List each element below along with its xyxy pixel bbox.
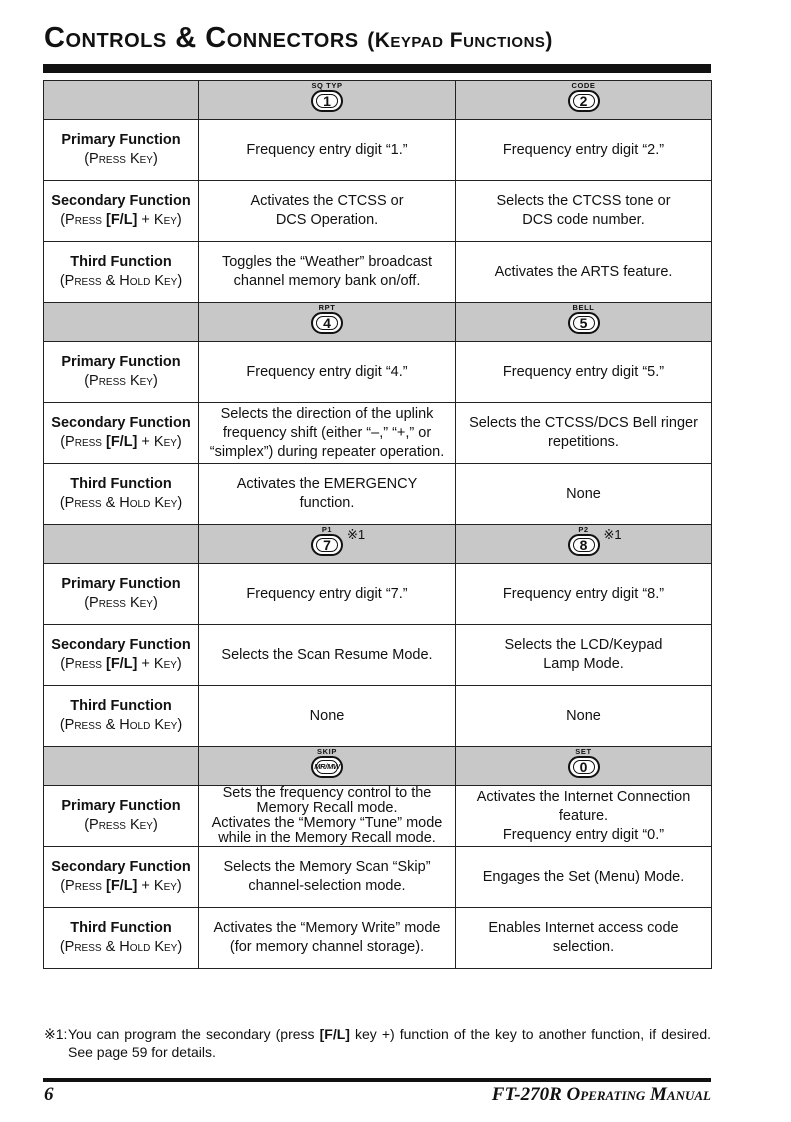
key-header-cell xyxy=(456,81,712,120)
function-description xyxy=(456,403,712,464)
label-subtitle: (Press Key) xyxy=(84,817,158,833)
key-secondary-label: RPT xyxy=(318,303,336,312)
description-line: “simplex”) during repeater operation. xyxy=(209,443,445,460)
function-description xyxy=(456,847,712,908)
primary-function-row xyxy=(44,786,712,847)
secondary-function-label xyxy=(44,625,199,686)
key-cap xyxy=(311,534,343,556)
label-sub-pre: (Press xyxy=(60,878,102,894)
label-title: Secondary Function xyxy=(51,193,191,209)
key-header-row xyxy=(44,81,712,120)
function-description xyxy=(199,686,456,747)
description-line: feature. xyxy=(558,807,609,824)
key-secondary-label: SQ TYP xyxy=(311,81,343,90)
label-title: Primary Function xyxy=(61,798,181,814)
description-line: Frequency entry digit “2.” xyxy=(502,141,665,158)
description-line: Activates the EMERGENCY xyxy=(236,476,418,492)
page-title xyxy=(44,22,553,55)
key-button xyxy=(311,525,366,562)
function-description xyxy=(456,342,712,403)
description-line: channel-selection mode. xyxy=(248,878,406,894)
key-cap-label: 4 xyxy=(316,316,338,330)
description-line: DCS code number. xyxy=(522,212,645,228)
label-subtitle xyxy=(60,656,182,672)
third-function-label xyxy=(44,464,199,525)
function-description xyxy=(456,625,712,686)
page-number: 6 xyxy=(44,1084,54,1105)
key-cap xyxy=(568,756,600,778)
third-function-row xyxy=(44,464,712,525)
empty-header-cell xyxy=(44,747,199,786)
empty-header-cell xyxy=(44,525,199,564)
description-line: Lamp Mode. xyxy=(543,656,624,672)
label-subtitle xyxy=(60,878,182,894)
primary-function-label xyxy=(44,342,199,403)
function-description xyxy=(456,242,712,303)
key-header-row xyxy=(44,525,712,564)
description-line: (for memory channel storage). xyxy=(229,939,425,955)
description-line: Toggles the “Weather” broadcast xyxy=(221,254,433,270)
footer-rule xyxy=(43,1078,711,1082)
label-title: Secondary Function xyxy=(51,859,191,875)
secondary-function-row xyxy=(44,403,712,464)
function-description xyxy=(199,786,456,847)
label-subtitle: (Press & Hold Key) xyxy=(59,495,183,511)
label-title: Third Function xyxy=(70,254,172,270)
description-line: Selects the Scan Resume Mode. xyxy=(221,646,433,663)
label-sub-post: + Key) xyxy=(141,434,182,450)
key-cap-label: MR/MW xyxy=(316,760,338,774)
description-line: Frequency entry digit “7.” xyxy=(246,585,408,602)
function-description xyxy=(199,242,456,303)
description-line: selection. xyxy=(552,939,615,955)
secondary-function-row xyxy=(44,181,712,242)
label-sub-key: [F/L] xyxy=(105,212,138,228)
label-sub-post: + Key) xyxy=(141,212,182,228)
key-header-row xyxy=(44,303,712,342)
header-rule xyxy=(43,64,711,73)
key-button xyxy=(311,82,343,118)
footnote-mark: ※1: xyxy=(44,1026,68,1042)
key-cap xyxy=(568,312,600,334)
function-description xyxy=(456,564,712,625)
description-line: None xyxy=(566,485,601,502)
description-line: channel memory bank on/off. xyxy=(233,273,421,289)
label-subtitle: (Press Key) xyxy=(84,595,158,611)
secondary-function-row xyxy=(44,847,712,908)
keypad-functions-table xyxy=(43,80,712,969)
key-header-cell xyxy=(199,747,456,786)
key-button xyxy=(311,748,343,784)
description-line: Activates the “Memory Write” mode xyxy=(213,920,441,936)
function-description xyxy=(456,908,712,969)
function-description xyxy=(199,464,456,525)
description-line: Engages the Set (Menu) Mode. xyxy=(482,868,685,885)
key-cap xyxy=(311,90,343,112)
description-line: while in the Memory Recall mode. xyxy=(218,830,436,846)
description-line: Activates the ARTS feature. xyxy=(494,263,673,280)
key-secondary-label: CODE xyxy=(571,81,596,90)
key-cap xyxy=(568,90,600,112)
key-header-cell xyxy=(456,747,712,786)
label-subtitle xyxy=(60,212,182,228)
key-button xyxy=(568,525,622,562)
label-title: Secondary Function xyxy=(51,415,191,431)
function-description xyxy=(456,464,712,525)
label-subtitle: (Press & Hold Key) xyxy=(59,717,183,733)
label-sub-post: + Key) xyxy=(141,878,182,894)
key-cap-label: 8 xyxy=(573,538,595,552)
description-line: function. xyxy=(299,495,355,511)
primary-function-label xyxy=(44,564,199,625)
third-function-label xyxy=(44,686,199,747)
key-cap-label: 2 xyxy=(573,94,595,108)
function-description xyxy=(199,181,456,242)
key-cap-label: 7 xyxy=(316,538,338,552)
primary-function-row xyxy=(44,564,712,625)
label-title: Primary Function xyxy=(61,354,181,370)
label-subtitle: (Press Key) xyxy=(84,151,158,167)
label-subtitle: (Press Key) xyxy=(84,373,158,389)
key-cap xyxy=(311,756,343,778)
key-secondary-label: P1 xyxy=(321,525,333,534)
footnote-pre: You can program the secondary (press xyxy=(68,1026,315,1042)
secondary-function-label xyxy=(44,847,199,908)
footnote-text xyxy=(68,1025,711,1061)
description-line: Sets the frequency control to the xyxy=(222,785,432,801)
label-sub-pre: (Press xyxy=(60,434,102,450)
key-cap xyxy=(311,312,343,334)
function-description xyxy=(199,625,456,686)
description-line: Activates the CTCSS or xyxy=(250,193,404,209)
empty-header-cell xyxy=(44,81,199,120)
description-line: Selects the LCD/Keypad xyxy=(504,637,663,653)
description-line: Selects the CTCSS/DCS Bell ringer xyxy=(469,415,698,431)
footnote xyxy=(44,1025,711,1061)
third-function-label xyxy=(44,242,199,303)
key-secondary-label: BELL xyxy=(572,303,595,312)
key-button xyxy=(568,82,600,118)
footnote-reference: ※1 xyxy=(347,527,366,542)
function-description xyxy=(199,120,456,181)
key-header-cell xyxy=(456,525,712,564)
description-line: Enables Internet access code xyxy=(488,920,679,936)
footnote-reference: ※1 xyxy=(603,527,622,542)
primary-function-label xyxy=(44,120,199,181)
function-description xyxy=(456,686,712,747)
description-line: Selects the Memory Scan “Skip” xyxy=(223,859,431,875)
label-title: Third Function xyxy=(70,920,172,936)
function-description xyxy=(199,403,456,464)
description-line: Selects the direction of the uplink xyxy=(220,405,434,422)
key-cap-label: 0 xyxy=(573,760,595,774)
label-sub-key: [F/L] xyxy=(105,656,138,672)
manual-title: FT-270R Operating Manual xyxy=(491,1084,711,1105)
key-header-cell xyxy=(456,303,712,342)
label-title: Third Function xyxy=(70,698,172,714)
description-line: Activates the “Memory “Tune” mode xyxy=(211,815,443,831)
label-subtitle: (Press & Hold Key) xyxy=(59,939,183,955)
footnote-post: key +) function of the key to another function, if desired. See page 59 for details. xyxy=(68,1026,712,1060)
description-line: Frequency entry digit “5.” xyxy=(502,363,665,380)
key-header-row xyxy=(44,747,712,786)
secondary-function-label xyxy=(44,181,199,242)
description-line: Frequency entry digit “8.” xyxy=(502,585,665,602)
primary-function-label xyxy=(44,786,199,847)
key-button xyxy=(568,748,600,784)
label-subtitle xyxy=(60,434,182,450)
function-description xyxy=(199,847,456,908)
primary-function-row xyxy=(44,120,712,181)
description-line: DCS Operation. xyxy=(275,212,379,228)
footnote-key: [F/L] xyxy=(319,1026,350,1042)
function-description xyxy=(456,181,712,242)
description-line: Selects the CTCSS tone or xyxy=(496,193,671,209)
key-cap xyxy=(568,534,600,556)
third-function-label xyxy=(44,908,199,969)
secondary-function-label xyxy=(44,403,199,464)
label-sub-pre: (Press xyxy=(60,656,102,672)
key-cap-label: 1 xyxy=(316,94,338,108)
key-header-cell xyxy=(199,81,456,120)
title-main: Controls & Connectors xyxy=(44,22,359,54)
description-line: frequency shift (either “–,” “+,” or xyxy=(222,424,432,441)
key-secondary-label: P2 xyxy=(578,525,589,534)
key-secondary-label: SET xyxy=(575,747,592,756)
label-title: Primary Function xyxy=(61,576,181,592)
label-sub-key: [F/L] xyxy=(105,434,138,450)
key-header-cell xyxy=(199,525,456,564)
key-secondary-label: SKIP xyxy=(317,747,337,756)
third-function-row xyxy=(44,242,712,303)
key-button xyxy=(311,304,343,340)
label-sub-key: [F/L] xyxy=(105,878,138,894)
function-description xyxy=(456,786,712,847)
label-sub-post: + Key) xyxy=(141,656,182,672)
description-line: Activates the Internet Connection xyxy=(476,788,691,805)
third-function-row xyxy=(44,908,712,969)
label-title: Secondary Function xyxy=(51,637,191,653)
title-sub: (Keypad Functions) xyxy=(367,29,553,52)
function-description xyxy=(199,564,456,625)
key-button xyxy=(568,304,600,340)
label-title: Third Function xyxy=(70,476,172,492)
description-line: None xyxy=(566,707,601,724)
primary-function-row xyxy=(44,342,712,403)
description-line: Frequency entry digit “0.” xyxy=(502,826,665,843)
description-line: Frequency entry digit “4.” xyxy=(246,363,408,380)
empty-header-cell xyxy=(44,303,199,342)
key-cap-label: 5 xyxy=(573,316,595,330)
function-description xyxy=(199,342,456,403)
third-function-row xyxy=(44,686,712,747)
description-line: Frequency entry digit “1.” xyxy=(246,141,408,158)
description-line: Memory Recall mode. xyxy=(256,800,398,816)
secondary-function-row xyxy=(44,625,712,686)
key-header-cell xyxy=(199,303,456,342)
description-line: None xyxy=(309,707,345,724)
label-subtitle: (Press & Hold Key) xyxy=(59,273,183,289)
function-description xyxy=(199,908,456,969)
function-description xyxy=(456,120,712,181)
label-title: Primary Function xyxy=(61,132,181,148)
description-line: repetitions. xyxy=(548,434,619,450)
label-sub-pre: (Press xyxy=(60,212,102,228)
